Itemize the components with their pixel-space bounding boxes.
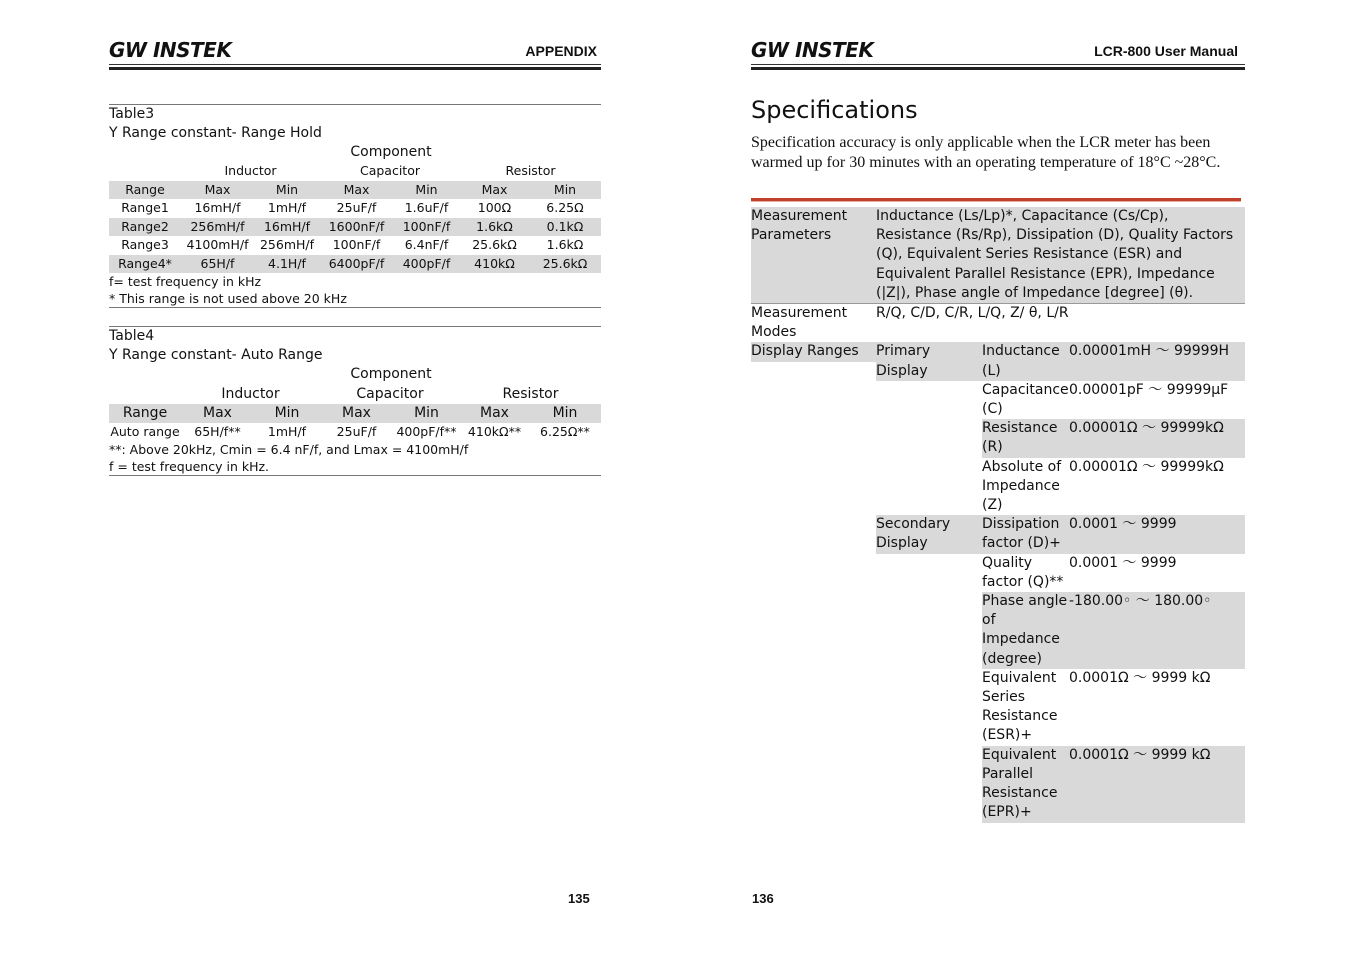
table-row: Range4* 65H/f 4.1H/f 6400pF/f 400pF/f 410kΩ 25.6kΩ [109, 255, 601, 274]
primary-display-label: Primary Display [876, 342, 982, 380]
page-number: 136 [752, 891, 774, 906]
list-item: Equivalent Series Resistance (ESR)+ 0.0001Ω ～ 9999 kΩ [982, 669, 1211, 744]
table4-group-resistor: Resistor [502, 386, 559, 402]
list-item: Inductance (L) 0.00001mH ～ 99999H [982, 342, 1245, 380]
table3-header-row [109, 181, 601, 200]
table4-group-inductor: Inductor [221, 386, 280, 402]
table3-col-header: Max [481, 181, 508, 197]
table-row: Auto range 65H/f** 1mH/f 25uF/f 400pF/f** 410kΩ** 6.25Ω** [110, 423, 590, 439]
table3-col-header: Min [415, 181, 438, 197]
table-row: Range1 16mH/f 1mH/f 25uF/f 1.6uF/f 100Ω 6.25Ω [121, 200, 584, 215]
right-page [751, 0, 1245, 954]
table4 [109, 326, 601, 476]
table3-col-header: Max [343, 181, 370, 197]
list-item: Absolute of Impedance (Z) 0.00001Ω ～ 99999kΩ [982, 458, 1224, 514]
intro-paragraph: Specification accuracy is only applicable when the LCR meter has been warmed up for 30 minutes with an operating temperature of 18°C ~28°C. [751, 134, 1221, 171]
table3-col-header: Range [125, 181, 165, 197]
header-rule [109, 64, 601, 70]
table3 [109, 104, 601, 308]
manual-title: LCR-800 User Manual [1094, 43, 1238, 59]
page-number: 135 [568, 891, 590, 906]
table4-header-row: Range Max Min Max Min Max Min [109, 404, 601, 423]
table4-title: Table4 [109, 328, 155, 344]
list-item: Quality factor (Q)** 0.0001 ～ 9999 [982, 554, 1177, 590]
table4-note: f = test frequency in kHz. [109, 459, 270, 474]
list-item: Equivalent Parallel Resistance (EPR)+ 0.0001Ω ～ 9999 kΩ [982, 746, 1245, 823]
table3-group-inductor: Inductor [224, 163, 277, 178]
table4-group-capacitor: Capacitor [356, 386, 424, 402]
list-item: Resistance (R) 0.00001Ω ～ 99999kΩ [982, 419, 1245, 457]
section-divider [751, 198, 1241, 202]
gwinstek-logo: GW INSTEK [109, 38, 232, 62]
section-header: APPENDIX [525, 43, 597, 59]
secondary-display-label: Secondary Display [876, 515, 982, 553]
table-row: Range2 256mH/f 16mH/f 1600nF/f 100nF/f 1.6kΩ 0.1kΩ [109, 218, 601, 237]
table3-col-header: Max [204, 181, 231, 197]
list-item: Dissipation factor (D)+ 0.0001 ～ 9999 [982, 515, 1245, 553]
table3-note: f= test frequency in kHz [109, 274, 262, 289]
table4-component-header: Component [350, 366, 432, 382]
table4-subtitle: Y Range constant- Auto Range [109, 347, 323, 363]
table3-title: Table3 [109, 106, 155, 122]
list-item: Phase angle of Impedance (degree) -180.00◦ ～ 180.00◦ [982, 592, 1245, 669]
spec-row-modes: Measurement Modes R/Q, C/D, C/R, L/Q, Z/ θ, L/R [751, 305, 1069, 341]
spec-row-parameters: Measurement Parameters Inductance (Ls/Lp)*, Capacitance (Cs/Cp), Resistance (Rs/Rp), Dissipation (D), Quality Factors (Q), Equivalent Series Resistance (ESR) and Equivalent Parallel Resistance (EPR), Impedance (|Z|), Phase angle of Impedance [degree] (θ). [751, 207, 1245, 304]
spec-row-display-ranges: Display Ranges Primary Display Inductance (L) 0.00001mH ～ 99999H Capacitance (C) 0.00001pF ～ 99999μF Resistance (R) 0.00001Ω ～ 99999kΩ Absolute of Impedance (Z) 0.00001Ω ～ 99999kΩ Secondary Display Dissipation factor (D)+ 0.0001 ～ 9999 Quality factor (Q)** 0.0001 ～ 9999 Phase angle of Impedance (degree) -180.00◦ ～ 180.00◦ Equivalent Series Resistance (ESR)+ 0.0001Ω ～ 9999 kΩ Equivalent Parallel Resistance (EPR)+ 0.0001Ω ～ 9999 kΩ [751, 342, 1245, 822]
table3-component-header: Component [350, 144, 432, 160]
table3-col-header: Min [275, 181, 299, 197]
table3-col-header: Min [553, 181, 577, 197]
table3-group-resistor: Resistor [505, 163, 556, 178]
spec-table [751, 207, 1245, 823]
header-rule [751, 64, 1245, 70]
table3-note: * This range is not used above 20 kHz [109, 291, 347, 306]
list-item: Capacitance (C) 0.00001pF ～ 99999μF [982, 381, 1229, 418]
page-title: Specifications [751, 96, 918, 124]
gwinstek-logo: GW INSTEK [751, 38, 874, 62]
table3-subtitle: Y Range constant- Range Hold [109, 125, 322, 141]
table4-note: **: Above 20kHz, Cmin = 6.4 nF/f, and Lmax = 4100mH/f [109, 442, 469, 457]
table3-group-capacitor: Capacitor [359, 163, 421, 178]
left-page [109, 0, 601, 954]
table-row: Range3 4100mH/f 256mH/f 100nF/f 6.4nF/f 25.6kΩ 1.6kΩ [121, 237, 584, 252]
